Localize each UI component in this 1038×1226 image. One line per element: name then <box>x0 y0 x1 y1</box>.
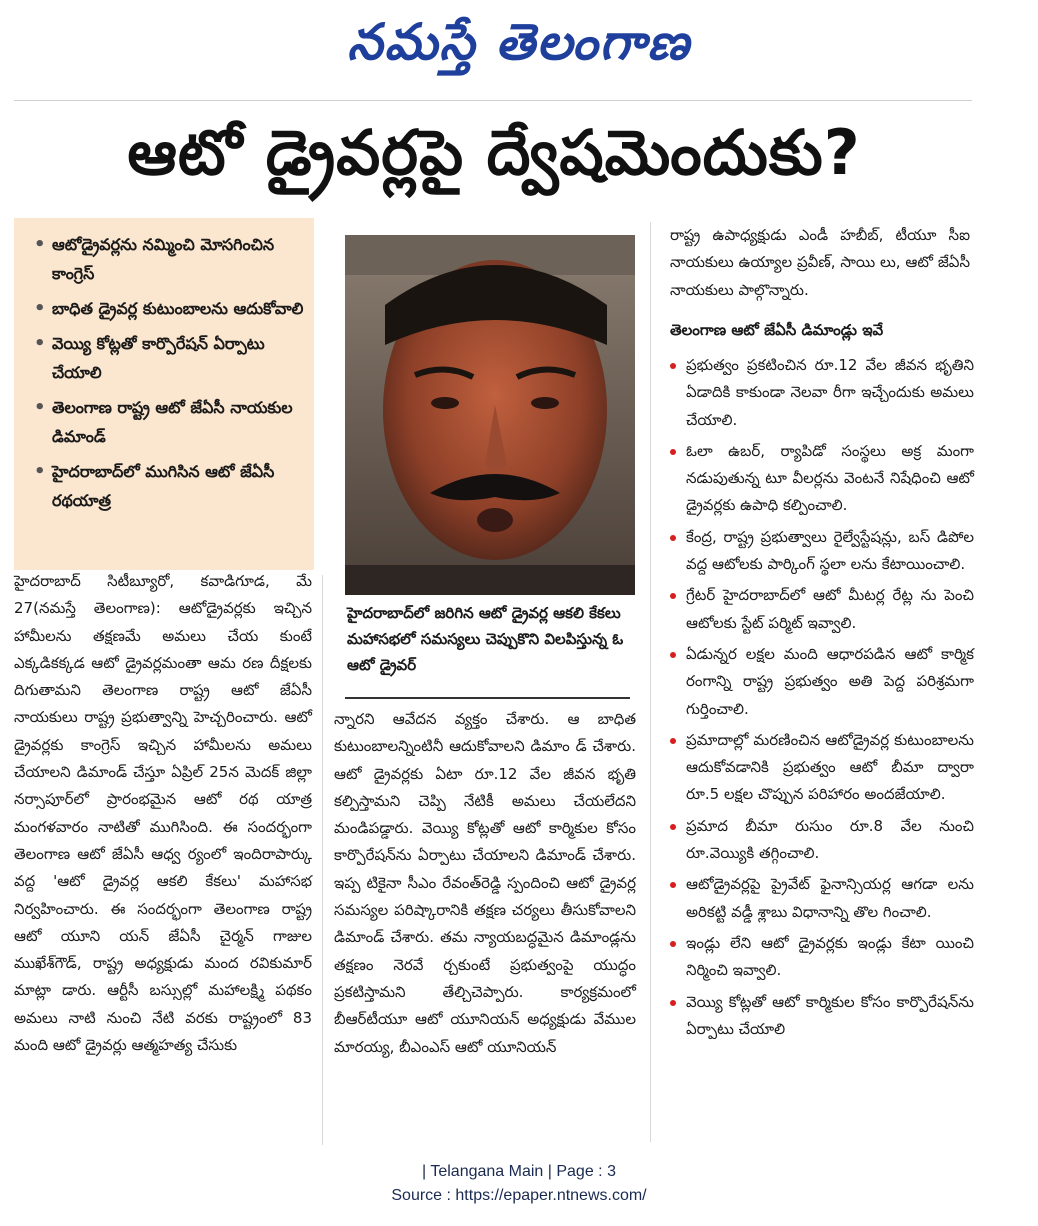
masthead <box>0 0 1038 96</box>
source-link[interactable]: Source : https://epaper.ntnews.com/ <box>391 1187 647 1204</box>
highlight-item: • తెలంగాణ రాష్ట్ర ఆటో జేఏసీ నాయకుల డిమాండ్ <box>28 393 306 451</box>
newspaper-logo: నమస్తే తెలంగాణ <box>347 12 691 71</box>
article-column-3-intro: రాష్ట్ర ఉపాధ్యక్షుడు ఎండీ హబీబ్, టీయూ సీఐ నాయకులు ఉయ్యాల ప్రవీణ్, సాయి లు, ఆటో జేఏసీ నాయకులు పాల్గొన్నారు. <box>670 226 970 299</box>
demand-item: ఏడున్నర లక్షల మంది ఆధారపడిన ఆటో కార్మిక రంగాన్ని రాష్ట్ర ప్రభుత్వం అతి పెద్ద పరిశ్రమగా గుర్తించాలి. <box>664 641 974 723</box>
article-column-1: హైదరాబాద్ సిటీబ్యూరో, కవాడిగూడ, మే 27(నమస్తే తెలంగాణ): ఆటోడ్రైవర్లకు ఇచ్చిన హామీలను తక్షణమే అమలు చేయ కుంటే ఎక్కడికక్కడ ఆటో డ్రైవర్లమంతా ఆమ రణ దీక్షలకు దిగుతామని తెలంగాణ రాష్ట్ర ఆటో జేఏసీ నాయకులు రాష్ట్ర ప్రభుత్వాన్ని హెచ్చరించారు. ఆటో డ్రైవర్లకు కాంగ్రెస్ ఇచ్చిన హామీలను అమలు చేయాలని డిమాండ్ చేస్తూ ఏప్రిల్ 25న మెదక్ జిల్లా నర్సాపూర్‌లో ప్రారంభమైన ఆటో రథ యాత్ర మంగళవారం నాటితో ముగిసింది. ఈ సందర్భంగా తెలంగాణ ఆటో జేఏసీ ఆధ్వ ర్యంలో ఇందిరాపార్కు వద్ద 'ఆటో డ్రైవర్ల ఆకలి కేకలు' మహాసభ నిర్వహించారు. ఈ సందర్భంగా తెలంగాణ రాష్ట్ర ఆటో యూని యన్ జేఏసీ చైర్మన్ గాజుల ముఖేశ్‌గౌడ్, రాష్ట్ర అధ్యక్షుడు మంద రవికుమార్ మాట్లా డారు. ఆర్టీసీ బస్సుల్లో మహాలక్ష్మి పథకం అమలు నాటి నుంచి నేటి వరకు రాష్ట్రంలో 83 మంది ఆటో డ్రైవర్లు ఆత్మహత్య చేసుకు <box>14 572 312 1055</box>
highlights-box <box>14 218 314 570</box>
demands-list <box>664 352 974 1047</box>
masthead-divider <box>14 100 972 101</box>
column-divider <box>322 575 323 1145</box>
demand-item: గ్రేటర్ హైదరాబాద్‌లో ఆటో మీటర్ల రేట్ల ను పెంచి ఆటోలకు స్టేట్ పర్మిట్ ఇవ్వాలి. <box>664 582 974 637</box>
demand-item: ఇండ్లు లేని ఆటో డ్రైవర్లకు ఇండ్లు కేటా యించి నిర్మించి ఇవ్వాలి. <box>664 930 974 985</box>
demand-item: ఓలా ఉబర్, ర్యాపిడో సంస్థలు అక్ర మంగా నడుపుతున్న టూ వీలర్లను వెంటనే నిషేధించి ఆటో డ్రైవర్లకు ఉపాధి కల్పించాలి. <box>664 438 974 520</box>
photo-caption: హైదరాబాద్‌లో జరిగిన ఆటో డ్రైవర్ల ఆకలి కేకలు మహాసభలో సమస్యలు చెప్పుకొని విలపిస్తున్న ఓ ఆటో డ్రైవర్ <box>347 604 624 674</box>
photo-illustration <box>345 235 635 595</box>
demand-item: ఆటోడ్రైవర్లపై ప్రైవేట్ ఫైనాన్సియర్ల ఆగడా లను అరికట్టి వడ్డీ శ్లాబు విధానాన్ని తొల గించాలి. <box>664 871 974 926</box>
demand-item: కేంద్ర, రాష్ట్ర ప్రభుత్వాలు రైల్వేస్టేషన్లు, బస్ డిపోల వద్ద ఆటోలకు పార్కింగ్ స్థలా లను కేటాయించాలి. <box>664 524 974 579</box>
demand-item: ప్రమాద బీమా రుసుం రూ.8 వేల నుంచి రూ.వెయ్యికి తగ్గించాలి. <box>664 813 974 868</box>
demand-item: వెయ్యి కోట్లతో ఆటో కార్మికుల కోసం కార్పొరేషన్‌ను ఏర్పాటు చేయాలి <box>664 989 974 1044</box>
edition-page-label: | Telangana Main | Page : 3 <box>422 1163 616 1180</box>
demands-heading: తెలంగాణ ఆటో జేఏసీ డిమాండ్లు ఇవే <box>670 321 884 339</box>
highlight-item: • వెయ్యి కోట్లతో కార్పొరేషన్ ఏర్పాటు చేయాలి <box>28 329 306 387</box>
auto-driver-photo <box>345 235 635 595</box>
article-column-2: న్నారని ఆవేదన వ్యక్తం చేశారు. ఆ బాధిత కుటుంబాలన్నింటినీ ఆదుకోవాలని డిమాం డ్ చేశారు. ఆటో డ్రైవర్లకు ఏటా రూ.12 వేల జీవన భృతి కల్పిస్తామని చెప్పి నేటికీ అమలు చేయలేదని మండిపడ్డారు. వెయ్యి కోట్లతో ఆటో కార్మికుల కోసం కార్పొరేషన్‌ను ఏర్పాటు చేయాలని డిమాండ్ చేశారు. ఇప్ప టికైనా సీఎం రేవంత్‌రెడ్డి స్పందించి ఆటో డ్రైవర్ల సమస్యల పరిష్కారానికి తక్షణ చర్యలు తీసుకోవాలని డిమాండ్ చేశారు. తమ న్యాయబద్ధమైన డిమాండ్లను తక్షణం నెరవే ర్చకుంటే ప్రభుత్వంపై యుద్ధం ప్రకటిస్తామని తేల్చిచెప్పారు. కార్యక్రమంలో బీఆర్‌టీయూ ఆటో యూనియన్ అధ్యక్షుడు వేముల మారయ్య, బీఎంఎస్ ఆటో యూనియన్ <box>334 710 636 1056</box>
page-footer <box>0 1160 1038 1208</box>
highlight-item: • బాధిత డ్రైవర్ల కుటుంబాలను ఆదుకోవాలి <box>28 294 306 323</box>
highlight-item: • ఆటోడ్రైవర్లను నమ్మించి మోసగించిన కాంగ్రెస్ <box>28 230 306 288</box>
demand-item: ప్రమాదాల్లో మరణించిన ఆటోడ్రైవర్ల కుటుంబాలను ఆదుకోవడానికి ప్రభుత్వం ఆటో బీమా ద్వారా రూ.5 లక్షల చొప్పున పరిహారం అందజేయాలి. <box>664 727 974 809</box>
demand-item: ప్రభుత్వం ప్రకటించిన రూ.12 వేల జీవన భృతిని ఏడాదికి కాకుండా నెలవా రీగా ఇచ్చేందుకు అమలు చేయాలి. <box>664 352 974 434</box>
column-divider <box>650 222 651 1142</box>
highlight-item: • హైదరాబాద్‌లో ముగిసిన ఆటో జేఏసీ రథయాత్ర <box>28 457 306 515</box>
headline: ఆటో డ్రైవర్లపై ద్వేషమెందుకు? <box>127 116 861 189</box>
caption-divider <box>345 697 630 699</box>
